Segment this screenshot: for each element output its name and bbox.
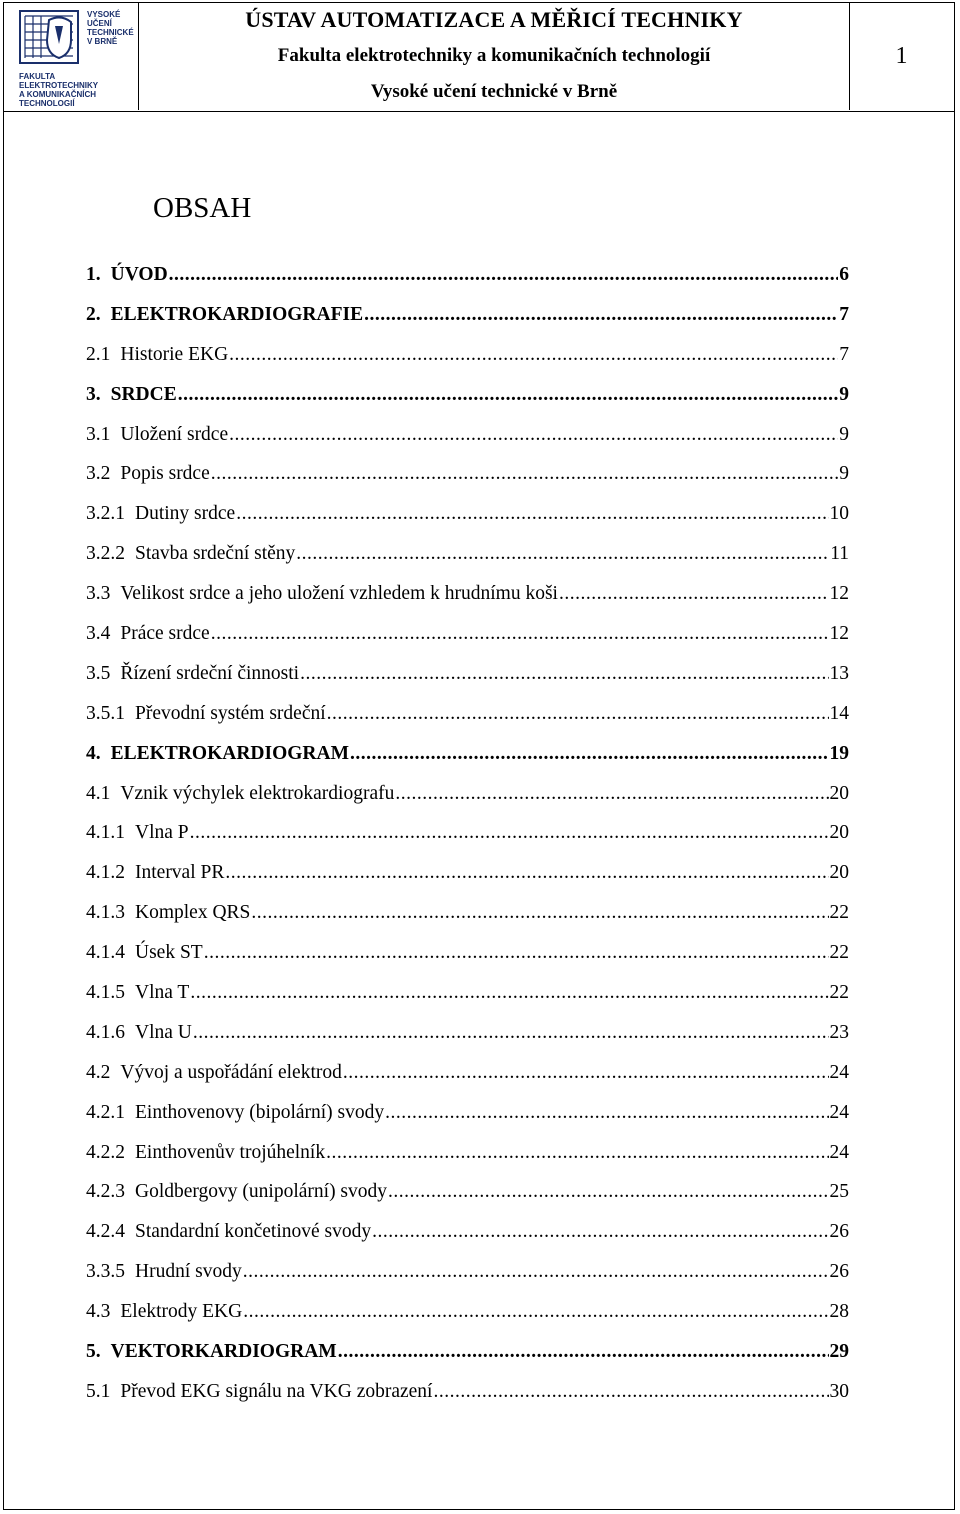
toc-entry-title: Dutiny srdce <box>135 503 236 525</box>
toc-entry-number: 4.1.5 <box>86 982 125 1004</box>
toc-entry-number: 4.1 <box>86 782 111 804</box>
institute-name: ÚSTAV AUTOMATIZACE A MĚŘICÍ TECHNIKY <box>245 7 743 32</box>
header-title-block <box>139 2 849 110</box>
toc-entry-page: 10 <box>829 503 849 525</box>
toc-entry[interactable] <box>86 463 849 503</box>
toc-entry-title: Velikost srdce a jeho uložení vzhledem k hrudnímu koši <box>120 583 558 605</box>
toc-entry-number: 3.5.1 <box>86 702 125 724</box>
toc-dot-leader <box>236 503 828 525</box>
toc-dot-leader <box>327 703 829 725</box>
toc-entry[interactable] <box>86 743 849 783</box>
toc-entry-page: 14 <box>829 702 849 724</box>
toc-entry-title: Vlna U <box>135 1021 192 1043</box>
toc-entry-title: Vznik výchylek elektrokardiografu <box>120 782 395 804</box>
toc-dot-leader <box>190 982 828 1004</box>
toc-dot-leader <box>559 583 829 605</box>
toc-dot-leader <box>225 862 828 884</box>
toc-entry-page: 26 <box>829 1261 849 1283</box>
toc-entry-title: Hrudní svody <box>135 1261 242 1283</box>
toc-entry[interactable] <box>86 264 849 304</box>
toc-dot-leader <box>343 1062 829 1084</box>
toc-entry[interactable] <box>86 344 849 384</box>
toc-entry-page: 22 <box>829 902 849 924</box>
toc-entry-title: Goldbergovy (unipolární) svody <box>135 1181 388 1203</box>
toc-dot-leader <box>211 463 839 485</box>
toc-entry-title: Uložení srdce <box>120 423 229 445</box>
toc-entry-title: ELEKTROKARDIOGRAFIE <box>110 303 364 325</box>
toc-entry-page: 12 <box>829 623 849 645</box>
toc-heading: OBSAH <box>153 192 252 224</box>
toc-entry-number: 4.2.3 <box>86 1181 125 1203</box>
toc-entry-number: 5. <box>86 1341 101 1363</box>
toc-entry-number: 3.2 <box>86 463 111 485</box>
page-header <box>3 2 955 112</box>
toc-entry-number: 1. <box>86 264 101 285</box>
toc-entry[interactable] <box>86 703 849 743</box>
toc-entry-title: Převodní systém srdeční <box>135 702 326 724</box>
toc-entry-page: 22 <box>829 942 849 964</box>
toc-entry[interactable] <box>86 1142 849 1182</box>
toc-dot-leader <box>190 822 829 844</box>
toc-entry[interactable] <box>86 503 849 543</box>
toc-entry-page: 13 <box>829 662 849 684</box>
toc-entry[interactable] <box>86 543 849 583</box>
toc-dot-leader <box>229 344 838 366</box>
toc-entry[interactable] <box>86 862 849 902</box>
page-number: 1 <box>849 2 953 110</box>
toc-entry-title: Řízení srdeční činnosti <box>120 662 300 684</box>
toc-entry-number: 4.2.2 <box>86 1141 125 1163</box>
toc-entry-page: 12 <box>829 583 849 605</box>
toc-entry-page: 25 <box>829 1181 849 1203</box>
toc-entry-page: 29 <box>829 1341 849 1363</box>
toc-entry-title: Interval PR <box>135 862 225 884</box>
toc-entry-title: ÚVOD <box>110 264 168 285</box>
toc-entry-number: 2.1 <box>86 343 111 365</box>
toc-entry-page: 9 <box>839 463 849 485</box>
toc-entry-title: Práce srdce <box>120 623 210 645</box>
toc-entry-number: 3. <box>86 383 101 405</box>
toc-entry-page: 20 <box>829 822 849 844</box>
toc-dot-leader <box>251 902 828 924</box>
toc-entry-title: Stavba srdeční stěny <box>135 543 296 565</box>
toc-entry[interactable] <box>86 1102 849 1142</box>
toc-entry-title: Vlna P <box>135 822 189 844</box>
toc-entry-number: 4.1.1 <box>86 822 125 844</box>
toc-entry-title: Historie EKG <box>120 343 229 365</box>
toc-entry[interactable] <box>86 1381 849 1421</box>
toc-entry[interactable] <box>86 822 849 862</box>
toc-entry-title: Standardní končetinové svody <box>135 1221 372 1243</box>
toc-entry-page: 28 <box>829 1301 849 1323</box>
toc-entry-number: 4.1.6 <box>86 1021 125 1043</box>
toc-entry-title: Vývoj a uspořádání elektrod <box>120 1061 342 1083</box>
toc-dot-leader <box>296 543 829 565</box>
toc-entry[interactable] <box>86 1181 849 1221</box>
toc-entry-page: 9 <box>839 423 849 445</box>
toc-entry[interactable] <box>86 623 849 663</box>
toc-entry[interactable] <box>86 583 849 623</box>
toc-entry-page: 24 <box>829 1141 849 1163</box>
university-name: Vysoké učení technické v Brně <box>370 81 618 102</box>
toc-entry-page: 24 <box>829 1101 849 1123</box>
toc-entry-number: 4.2.1 <box>86 1101 125 1123</box>
toc-entry-page: 19 <box>829 742 849 764</box>
toc-dot-leader <box>364 304 838 326</box>
toc-entry[interactable] <box>86 304 849 344</box>
toc-entry[interactable] <box>86 1221 849 1261</box>
toc-dot-leader <box>395 783 828 805</box>
toc-entry-number: 4.3 <box>86 1301 111 1323</box>
faculty-logo <box>3 2 139 110</box>
toc-entry-page: 20 <box>829 782 849 804</box>
toc-dot-leader <box>204 942 829 964</box>
faculty-name: Fakulta elektrotechniky a komunikačních technologií <box>277 45 711 66</box>
toc-dot-leader <box>326 1142 828 1164</box>
toc-dot-leader <box>300 663 828 685</box>
toc-dot-leader <box>338 1341 829 1363</box>
toc-entry-page: 6 <box>839 264 849 285</box>
toc-dot-leader <box>243 1301 828 1323</box>
toc-entry-number: 2. <box>86 303 101 325</box>
toc-entry-number: 4.2.4 <box>86 1221 125 1243</box>
toc-entry-title: Popis srdce <box>120 463 210 485</box>
toc-entry-number: 4.1.2 <box>86 862 125 884</box>
toc-entry[interactable] <box>86 1022 849 1062</box>
toc-entry-title: Elektrody EKG <box>120 1301 243 1323</box>
toc-dot-leader <box>193 1022 829 1044</box>
toc-entry[interactable] <box>86 1062 849 1102</box>
toc-entry-page: 9 <box>839 383 849 405</box>
toc-dot-leader <box>169 264 839 286</box>
toc-entry-number: 3.2.1 <box>86 503 125 525</box>
toc-entry-page: 26 <box>829 1221 849 1243</box>
toc-dot-leader <box>385 1102 828 1124</box>
toc-entry-number: 5.1 <box>86 1380 111 1402</box>
toc-dot-leader <box>229 424 838 446</box>
toc-entry[interactable] <box>86 384 849 424</box>
toc-entry[interactable] <box>86 982 849 1022</box>
toc-entry-title: Einthovenovy (bipolární) svody <box>135 1101 385 1123</box>
toc-entry-number: 3.1 <box>86 423 111 445</box>
toc-entry-number: 3.5 <box>86 662 111 684</box>
toc-entry-title: Einthovenův trojúhelník <box>135 1141 326 1163</box>
toc-entry-title: SRDCE <box>110 383 177 405</box>
toc-entry-page: 20 <box>829 862 849 884</box>
toc-entry-page: 22 <box>829 982 849 1004</box>
toc-entry-title: Komplex QRS <box>135 902 251 924</box>
toc-entry[interactable] <box>86 942 849 982</box>
toc-entry[interactable] <box>86 424 849 464</box>
toc-entry-title: Převod EKG signálu na VKG zobrazení <box>120 1380 433 1402</box>
toc-entry-number: 4.1.4 <box>86 942 125 964</box>
toc-entry-page: 30 <box>829 1380 849 1402</box>
logo-university-text: VYSOKÉ UČENÍ TECHNICKÉ V BRNĚ <box>87 10 134 46</box>
logo-faculty-text: FAKULTA ELEKTROTECHNIKY A KOMUNIKAČNÍCH TECHNOLOGIÍ <box>19 72 99 108</box>
toc-entry-page: 23 <box>829 1021 849 1043</box>
toc-dot-leader <box>178 384 839 406</box>
toc-dot-leader <box>388 1181 828 1203</box>
toc-entry[interactable] <box>86 1341 849 1381</box>
toc-dot-leader <box>372 1221 828 1243</box>
toc-entry-number: 3.4 <box>86 623 111 645</box>
toc-entry-page: 7 <box>839 343 849 365</box>
toc-entry-number: 4. <box>86 742 101 764</box>
toc-entry-title: ELEKTROKARDIOGRAM <box>110 742 349 764</box>
toc-entry-page: 24 <box>829 1061 849 1083</box>
toc-entry-number: 4.2 <box>86 1061 111 1083</box>
table-of-contents <box>86 264 849 1421</box>
toc-entry-page: 7 <box>839 303 849 325</box>
toc-entry-title: Úsek ST <box>135 942 203 964</box>
toc-entry[interactable] <box>86 1261 849 1301</box>
toc-entry[interactable] <box>86 1301 849 1341</box>
toc-dot-leader <box>211 623 829 645</box>
toc-dot-leader <box>243 1261 829 1283</box>
toc-entry-page: 11 <box>830 543 849 565</box>
toc-entry[interactable] <box>86 902 849 942</box>
toc-entry-number: 4.1.3 <box>86 902 125 924</box>
toc-entry[interactable] <box>86 783 849 823</box>
toc-entry-number: 3.2.2 <box>86 543 125 565</box>
toc-entry-number: 3.3 <box>86 583 111 605</box>
university-emblem-icon <box>19 10 79 64</box>
toc-entry[interactable] <box>86 663 849 703</box>
toc-dot-leader <box>433 1381 828 1403</box>
toc-entry-title: Vlna T <box>135 982 190 1004</box>
toc-entry-number: 3.3.5 <box>86 1261 125 1283</box>
toc-entry-title: VEKTORKARDIOGRAM <box>110 1341 337 1363</box>
toc-dot-leader <box>350 743 829 765</box>
